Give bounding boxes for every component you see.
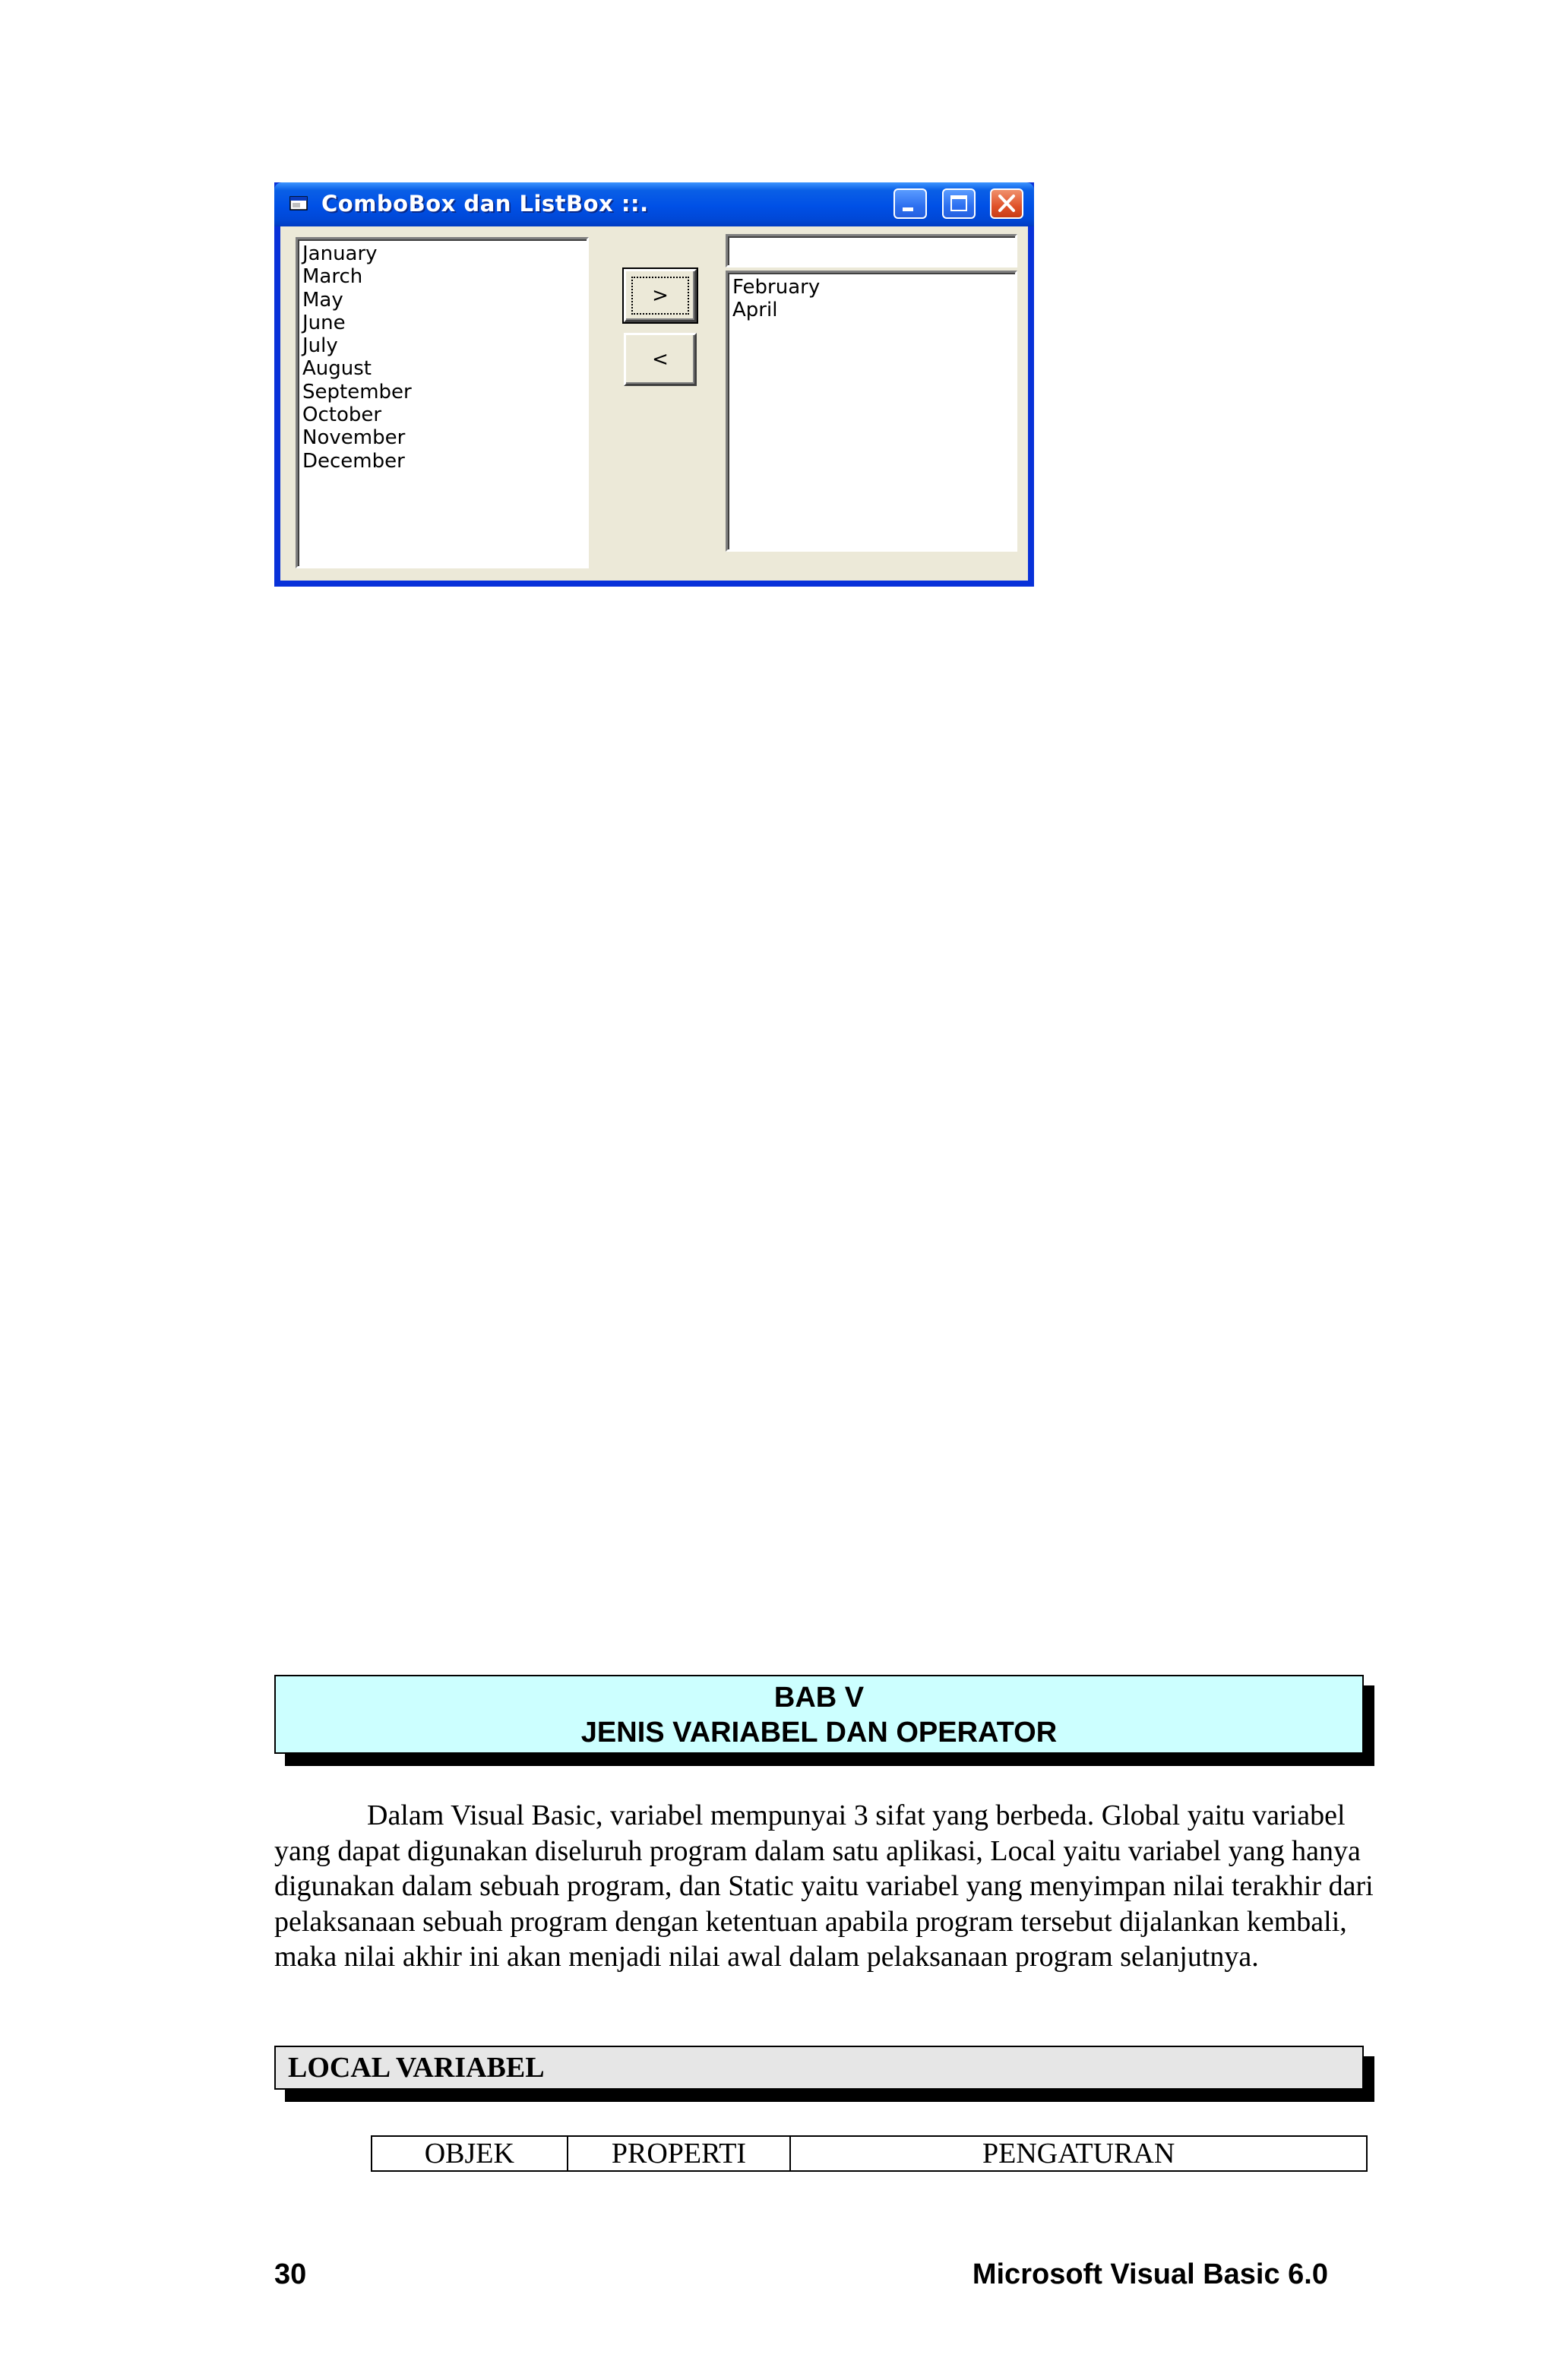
focus-rectangle (631, 277, 689, 315)
window-title: ComboBox dan ListBox ::. (321, 191, 649, 217)
maximize-button[interactable] (942, 188, 976, 219)
chapter-heading (274, 1675, 1364, 1754)
source-item[interactable]: September (302, 380, 412, 404)
move-left-button[interactable] (624, 333, 697, 386)
source-item[interactable]: March (302, 265, 363, 289)
page-number: 30 (274, 2258, 307, 2290)
source-item[interactable]: July (302, 334, 338, 358)
source-listbox[interactable] (296, 237, 589, 568)
move-right-label: > (652, 284, 669, 307)
property-table (371, 2135, 1368, 2172)
close-icon (991, 190, 1022, 217)
chapter-heading-box (274, 1675, 1374, 1766)
move-right-button[interactable] (624, 269, 697, 322)
table-header-row (372, 2136, 1367, 2171)
section-title: LOCAL VARIABEL (288, 2052, 545, 2084)
source-item[interactable]: May (302, 288, 343, 312)
close-button[interactable] (990, 188, 1023, 219)
combobox-text-field[interactable] (726, 234, 1017, 267)
source-item[interactable]: November (302, 426, 406, 450)
footer-book-title: Microsoft Visual Basic 6.0 (972, 2258, 1328, 2290)
source-item[interactable]: December (302, 449, 405, 473)
section-heading-box (274, 2046, 1374, 2102)
source-item[interactable]: June (302, 311, 346, 334)
chapter-number: BAB V (773, 1682, 865, 1714)
source-list-items (298, 239, 587, 473)
chapter-title: JENIS VARIABEL DAN OPERATOR (580, 1717, 1058, 1749)
window-client-area (280, 226, 1028, 581)
target-item[interactable]: February (732, 276, 821, 299)
minimize-icon (895, 190, 925, 217)
column-header-pengaturan: PENGATURAN (790, 2136, 1367, 2171)
minimize-button[interactable] (893, 188, 927, 219)
combobox-listbox-window (274, 182, 1034, 587)
section-heading (274, 2046, 1364, 2090)
target-item[interactable]: April (732, 299, 778, 322)
source-item[interactable]: October (302, 404, 382, 427)
target-list-items (728, 273, 1015, 322)
body-paragraph: Dalam Visual Basic, variabel mempunyai 3 sifat yang berbeda. Global yaitu variabel yang dapat digunakan diseluruh program dalam satu aplikasi, Local yaitu variabel yang hanya digunakan dalam sebuah program, dan Static yaitu variabel yang menyimpan nilai terakhir dari pelaksanaan sebuah program dengan ketentuan apabila program tersebut dijalankan kembali, maka nilai akhir ini akan menjadi nilai awal dalam pelaksanaan program selanjutnya. (274, 1799, 1374, 1973)
form-icon (289, 195, 309, 212)
source-item[interactable]: August (302, 357, 372, 381)
window-titlebar (274, 182, 1034, 226)
maximize-icon (944, 190, 974, 217)
column-header-objek: OBJEK (372, 2136, 568, 2171)
target-listbox[interactable] (726, 271, 1017, 552)
column-header-properti: PROPERTI (568, 2136, 791, 2171)
move-left-label: < (652, 348, 669, 371)
source-item[interactable]: January (302, 242, 378, 265)
